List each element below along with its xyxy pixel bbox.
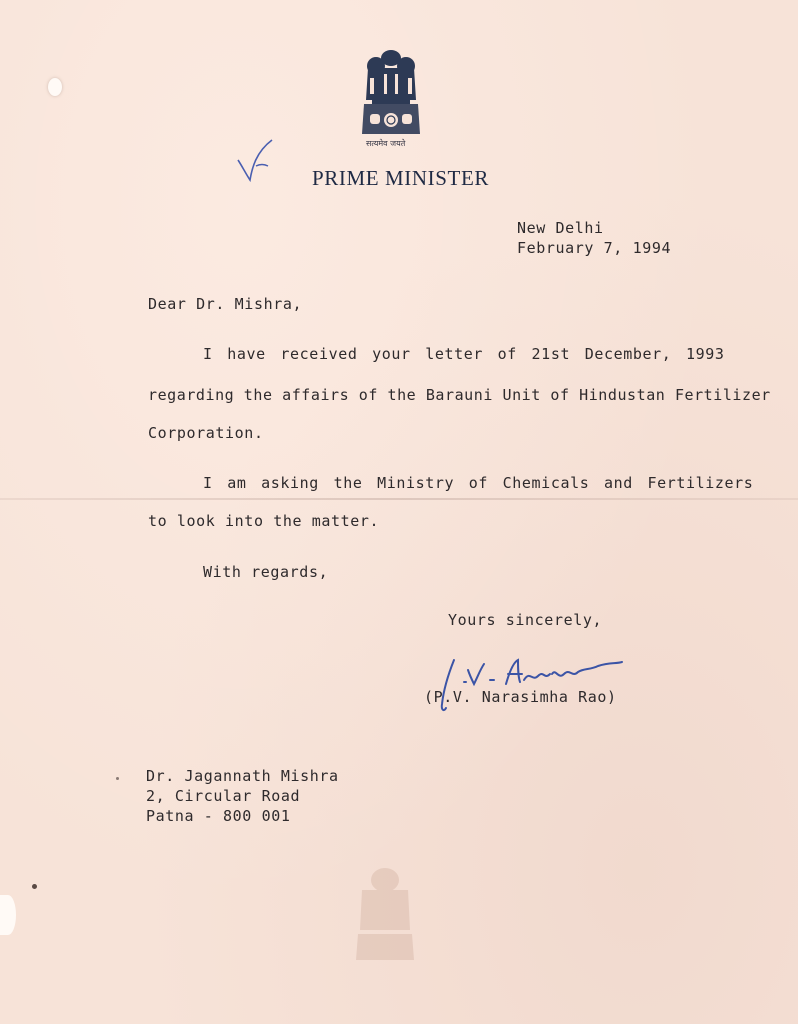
recipient-city: Patna - 800 001 <box>146 807 291 825</box>
fold-crease <box>0 498 798 500</box>
emblem-motto: सत्यमेव जयते <box>366 139 406 148</box>
paper-tear <box>0 895 16 935</box>
body-line: regarding the affairs of the Barauni Unit of Hindustan Fertilizer <box>148 386 771 404</box>
closing: Yours sincerely, <box>448 611 603 629</box>
body-line: to look into the matter. <box>148 512 380 530</box>
recipient-address: 2, Circular Road <box>146 787 301 805</box>
recipient-name: Dr. Jagannath Mishra <box>146 767 339 785</box>
body-line: I am asking the Ministry of Chemicals and Fertilizers <box>203 474 754 492</box>
body-line: I have received your letter of 21st December, 1993 <box>203 345 725 363</box>
regards: With regards, <box>203 563 329 581</box>
paper-hole <box>48 78 62 96</box>
letterhead-title <box>312 166 489 191</box>
signatory-name: (P.V. Narasimha Rao) <box>424 688 617 706</box>
paper-speck <box>32 884 37 889</box>
letterhead-title-text: PRIME MINISTER <box>312 166 489 190</box>
date: February 7, 1994 <box>517 239 672 257</box>
place: New Delhi <box>517 219 604 237</box>
show-through-emblem-icon <box>350 860 420 970</box>
signature <box>414 652 624 716</box>
paper-speck <box>116 777 119 780</box>
body-line: Corporation. <box>148 424 264 442</box>
salutation: Dear Dr. Mishra, <box>148 295 303 313</box>
checkmark-icon <box>234 136 276 184</box>
